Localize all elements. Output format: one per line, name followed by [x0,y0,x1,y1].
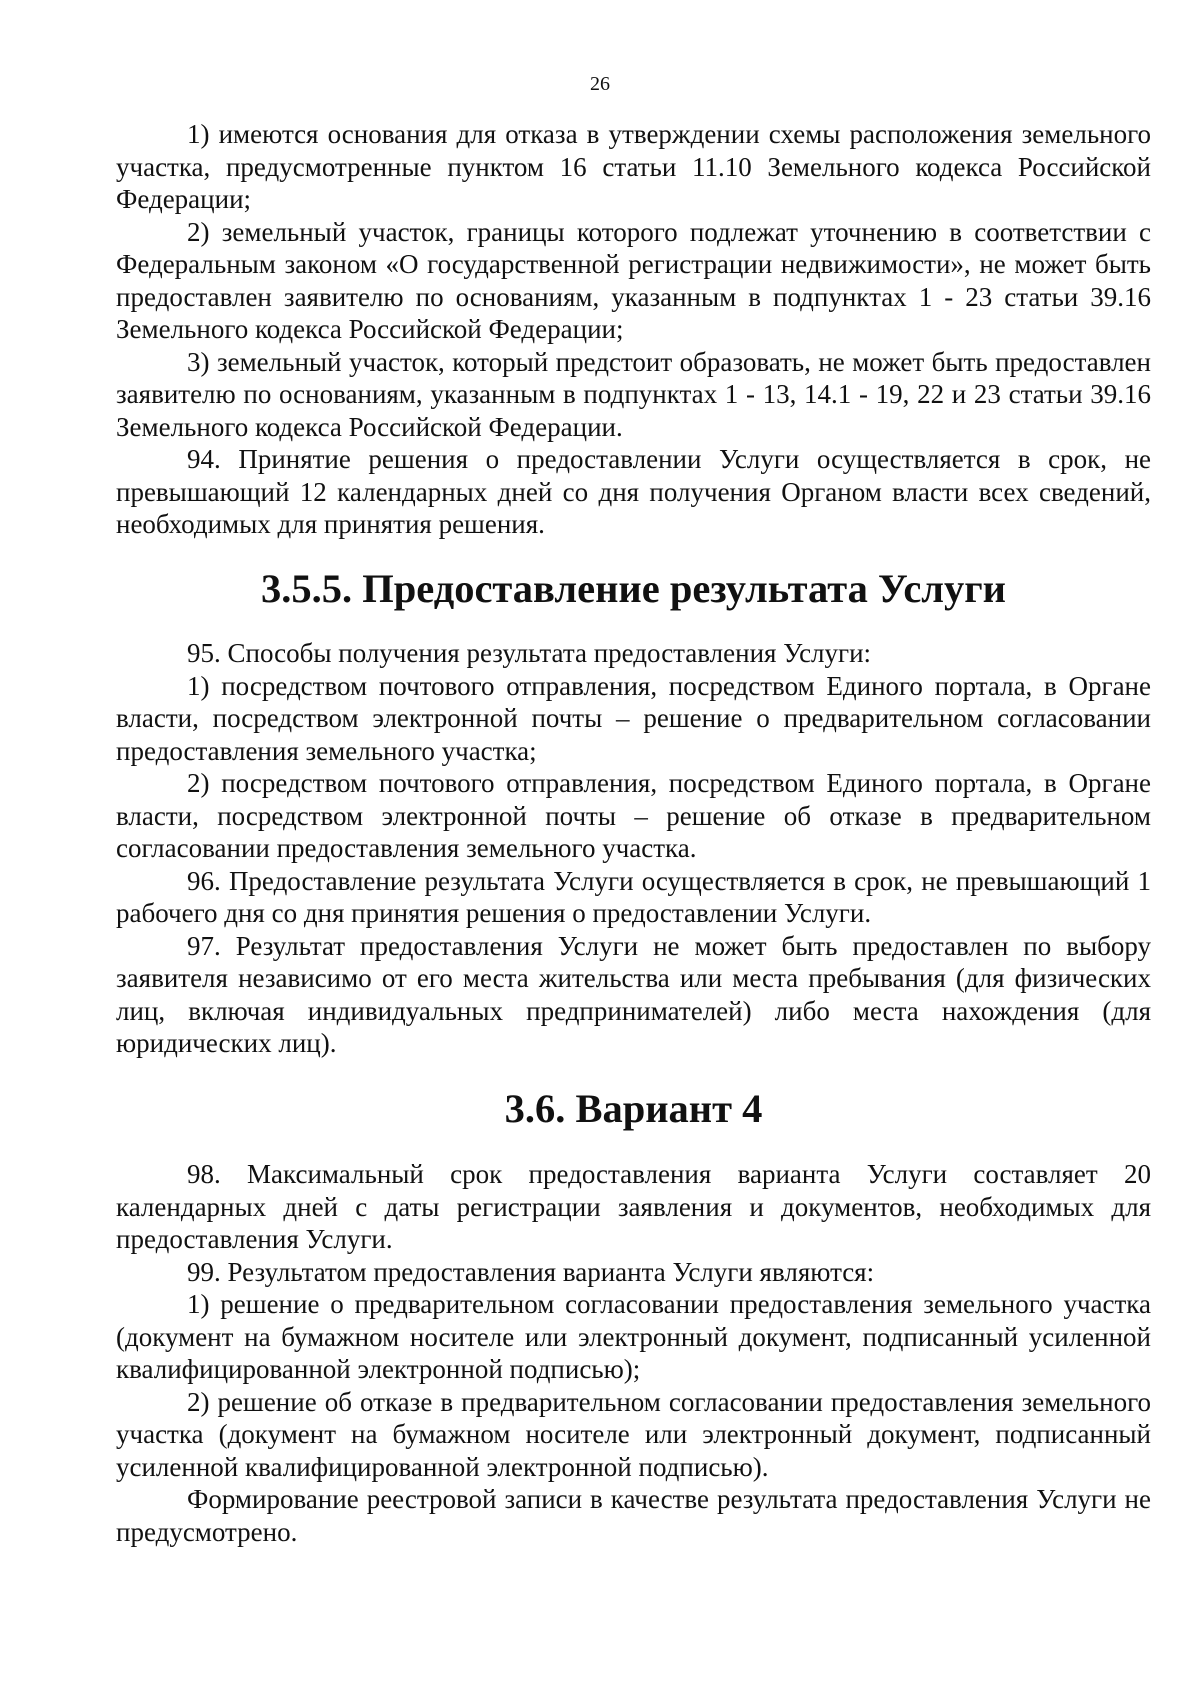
section-heading-3-5-5: 3.5.5. Предоставление результата Услуги [260,565,1007,611]
paragraph-96: 96. Предоставление результата Услуги осуществляется в срок, не превышающий 1 рабочего дня со дня принятия решения о предоставлении Услуги. [116,865,1151,928]
paragraph-98: 98. Максимальный срок предоставления варианта Услуги составляет 20 календарных дней с даты регистрации заявления и документов, необходимых для предоставления Услуги. [116,1159,1151,1254]
paragraph-97: 97. Результат предоставления Услуги не может быть предоставлен по выбору заявителя независимо от его места жительства или места пребывания (для физических лиц, включая индивидуальных предпринимателей) либо места нахождения (для юридических лиц). [116,930,1151,1058]
paragraph-93-item-1: 1) имеются основания для отказа в утверждении схемы расположения земельного участка, предусмотренные пунктом 16 статьи 11.10 Земельного кодекса Российской Федерации; [116,119,1151,214]
paragraph-95-item-2: 2) посредством почтового отправления, посредством Единого портала, в Органе власти, посредством электронной почты – решение об отказе в предварительном согласовании предоставления земельного участка. [116,768,1151,863]
paragraph-registry-note: Формирование реестровой записи в качестве результата предоставления Услуги не предусмотрено. [116,1484,1151,1547]
paragraph-95-item-1: 1) посредством почтового отправления, посредством Единого портала, в Органе власти, посредством электронной почты – решение о предварительном согласовании предоставления земельного участка; [116,670,1151,766]
document-body [116,118,1151,1548]
page-number: 26 [590,73,610,95]
paragraph-93-item-2: 2) земельный участок, границы которого подлежат уточнению в соответствии с Федеральным законом «О государственной регистрации недвижимости», не может быть предоставлен заявителю по основаниям, указанным в подпунктах 1 - 23 статьи 39.16 Земельного кодекса Российской Федерации; [116,216,1151,344]
paragraph-99: 99. Результатом предоставления варианта Услуги являются: [187,1256,875,1287]
section-heading-3-6: 3.6. Вариант 4 [504,1085,763,1131]
paragraph-93-item-3: 3) земельный участок, который предстоит образовать, не может быть предоставлен заявителю по основаниям, указанным в подпунктах 1 - 13, 14.1 - 19, 22 и 23 статьи 39.16 Земельного кодекса Российской Федерации. [116,346,1151,442]
paragraph-95: 95. Способы получения результата предоставления Услуги: [187,638,872,668]
paragraph-94: 94. Принятие решения о предоставлении Услуги осуществляется в срок, не превышающий 12 календарных дней со дня получения Органом власти всех сведений, необходимых для принятия решения. [116,444,1151,539]
paragraph-99-item-1: 1) решение о предварительном согласовании предоставления земельного участка (документ на бумажном носителе или электронный документ, подписанный усиленной квалифицированной электронной подписью); [116,1289,1151,1384]
paragraph-99-item-2: 2) решение об отказе в предварительном согласовании предоставления земельного участка (документ на бумажном носителе или электронный документ, подписанный усиленной квалифицированной электронной подписью). [116,1386,1151,1482]
